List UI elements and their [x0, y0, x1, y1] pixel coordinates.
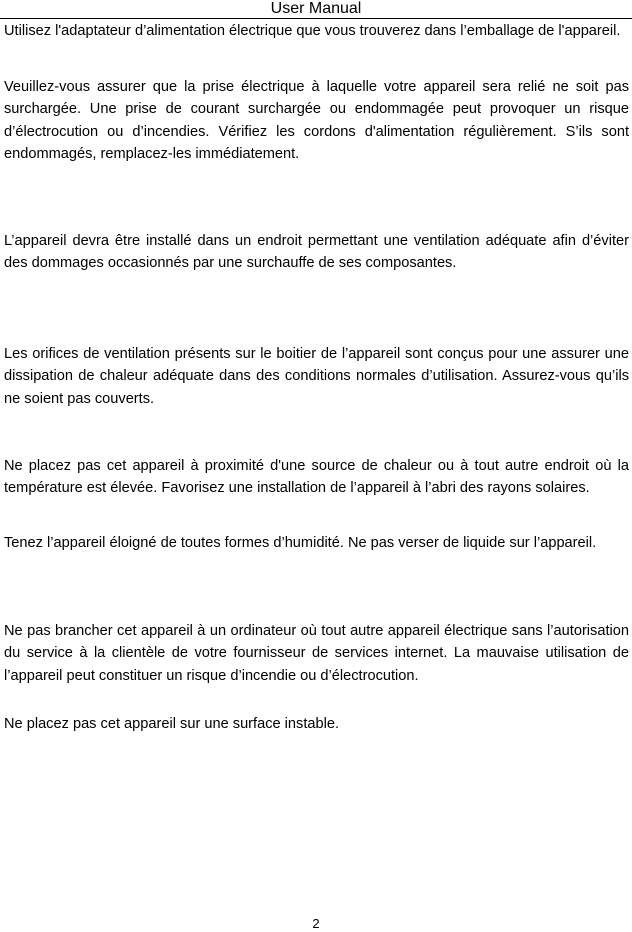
paragraph-ventilation-location: L’appareil devra être installé dans un endroit permettant une ventilation adéquate afin d’éviter des dommages occasionnés par une surchauffe de ses composantes.	[4, 233, 629, 272]
paragraph-ventilation-openings: Les orifices de ventilation présents sur le boitier de l’appareil sont conçus pour une assurer une dissipation de chaleur adéquate dans des conditions normales d’utilisation. Assurez-vous qu’ils ne soient pas couverts.	[4, 346, 629, 407]
page-header-title: User Manual	[270, 0, 362, 17]
paragraph-humidity: Tenez l’appareil éloigné de toutes formes d’humidité. Ne pas verser de liquide sur l’appareil.	[4, 535, 597, 551]
page-number: 2	[312, 916, 320, 931]
paragraph-computer-connection: Ne pas brancher cet appareil à un ordinateur où tout autre appareil électrique sans l’autorisation du service à la clientèle de votre fournisseur de services internet. La mauvaise utilisation de l’appareil peut constituer un risque d’incendie ou d’électrocution.	[4, 623, 629, 684]
paragraph-heat-source: Ne placez pas cet appareil à proximité d'une source de chaleur ou à tout autre endroit où la température est élevée. Favorisez une installation de l’appareil à l’abri des rayons solaires.	[4, 458, 629, 497]
header-divider	[0, 18, 632, 19]
paragraph-power-adapter: Utilisez l'adaptateur d’alimentation électrique que vous trouverez dans l’emballage de l'appareil.	[4, 23, 621, 39]
paragraph-power-outlet: Veuillez-vous assurer que la prise électrique à laquelle votre appareil sera relié ne soit pas surchargée. Une prise de courant surchargée ou endommagée peut provoquer un risque d’électrocution ou d’incendies. Vérifiez les cordons d'alimentation régulièrement. S’ils sont endommagés, remplacez-les immédiatement.	[4, 79, 629, 162]
paragraph-unstable-surface: Ne placez pas cet appareil sur une surface instable.	[4, 716, 340, 732]
